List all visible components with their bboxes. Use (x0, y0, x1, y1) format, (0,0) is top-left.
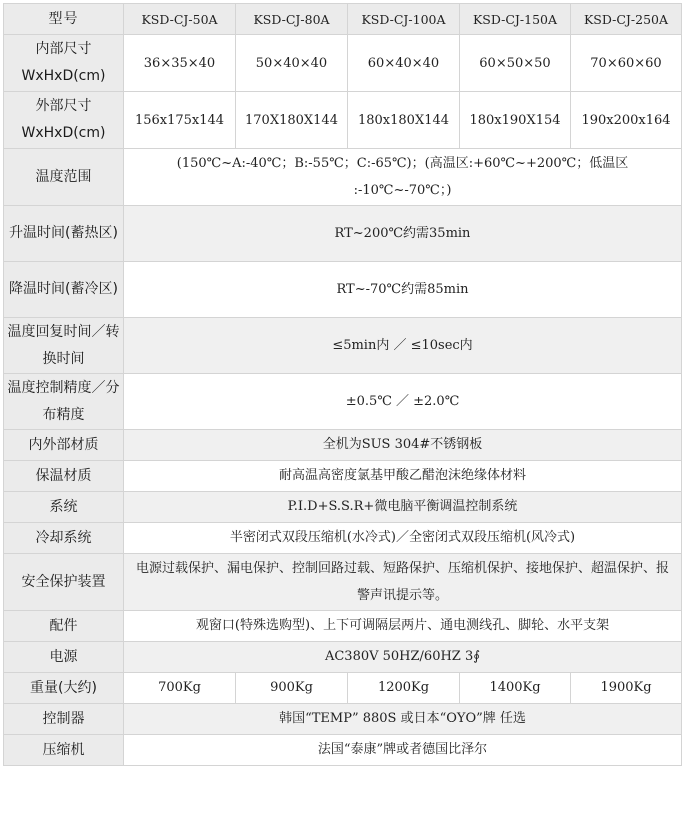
power-value: AC380V 50HZ/60HZ 3∮ (124, 642, 682, 673)
model-cell: KSD-CJ-50A (124, 4, 236, 35)
model-cell: KSD-CJ-150A (460, 4, 571, 35)
outer-size-value: 190x200x164 (571, 92, 682, 149)
system-label: 系统 (4, 492, 124, 523)
outer-size-row (4, 92, 682, 149)
outer-size-value: 180x180X144 (348, 92, 460, 149)
recovery-value: ≤5min内 ／ ≤10sec内 (124, 318, 682, 374)
power-label: 电源 (4, 642, 124, 673)
cooling-value: 半密闭式双段压缩机(水冷式)／全密闭式双段压缩机(风冷式) (124, 523, 682, 554)
inner-size-value: 60×40×40 (348, 35, 460, 92)
inner-size-value: 60×50×50 (460, 35, 571, 92)
temp-range-row (4, 149, 682, 206)
power-row (4, 642, 682, 673)
inner-size-value: 70×60×60 (571, 35, 682, 92)
compressor-row (4, 735, 682, 766)
controller-value: 韩国“TEMP” 880S 或日本“OYO”牌 任选 (124, 704, 682, 735)
material-label: 内外部材质 (4, 430, 124, 461)
safety-row (4, 554, 682, 611)
spec-table (3, 3, 682, 766)
insulation-label: 保温材质 (4, 461, 124, 492)
recovery-row (4, 318, 682, 374)
weight-value: 1200Kg (348, 673, 460, 704)
material-value: 全机为SUS 304#不锈钢板 (124, 430, 682, 461)
heat-time-label: 升温时间(蓄热区) (4, 206, 124, 262)
outer-size-value: 170X180X144 (236, 92, 348, 149)
accuracy-value: ±0.5℃ ／ ±2.0℃ (124, 374, 682, 430)
outer-size-label: 外部尺寸WxHxD(cm) (4, 92, 124, 149)
model-cell: KSD-CJ-250A (571, 4, 682, 35)
temp-range-value: (150℃~A:-40℃；B:-55℃；C:-65℃)；(高温区:+60℃~+200℃；低温区 :-10℃~-70℃；) (124, 149, 682, 206)
weight-value: 1900Kg (571, 673, 682, 704)
accessories-row (4, 611, 682, 642)
cool-time-value: RT~-70℃约需85min (124, 262, 682, 318)
accuracy-label: 温度控制精度／分布精度 (4, 374, 124, 430)
inner-size-label: 内部尺寸WxHxD(cm) (4, 35, 124, 92)
heat-time-row (4, 206, 682, 262)
accuracy-row (4, 374, 682, 430)
weight-value: 900Kg (236, 673, 348, 704)
model-label: 型号 (4, 4, 124, 35)
inner-size-row (4, 35, 682, 92)
compressor-value: 法国“泰康”牌或者德国比泽尔 (124, 735, 682, 766)
controller-row (4, 704, 682, 735)
heat-time-value: RT~200℃约需35min (124, 206, 682, 262)
inner-size-value: 36×35×40 (124, 35, 236, 92)
outer-size-value: 180x190X154 (460, 92, 571, 149)
header-row (4, 4, 682, 35)
insulation-value: 耐高温高密度氯基甲酸乙醋泡沫绝缘体材料 (124, 461, 682, 492)
weight-value: 700Kg (124, 673, 236, 704)
system-row (4, 492, 682, 523)
outer-size-value: 156x175x144 (124, 92, 236, 149)
weight-value: 1400Kg (460, 673, 571, 704)
system-value: P.I.D+S.S.R+微电脑平衡调温控制系统 (124, 492, 682, 523)
cooling-label: 冷却系统 (4, 523, 124, 554)
model-cell: KSD-CJ-100A (348, 4, 460, 35)
model-cell: KSD-CJ-80A (236, 4, 348, 35)
inner-size-value: 50×40×40 (236, 35, 348, 92)
safety-label: 安全保护装置 (4, 554, 124, 611)
material-row (4, 430, 682, 461)
compressor-label: 压缩机 (4, 735, 124, 766)
weight-row (4, 673, 682, 704)
cool-time-label: 降温时间(蓄冷区) (4, 262, 124, 318)
safety-value: 电源过载保护、漏电保护、控制回路过载、短路保护、压缩机保护、接地保护、超温保护、报警声讯提示等。 (124, 554, 682, 611)
weight-label: 重量(大约) (4, 673, 124, 704)
accessories-value: 观窗口(特殊选购型)、上下可调隔层两片、通电测线孔、脚轮、水平支架 (124, 611, 682, 642)
recovery-label: 温度回复时间／转换时间 (4, 318, 124, 374)
accessories-label: 配件 (4, 611, 124, 642)
controller-label: 控制器 (4, 704, 124, 735)
cool-time-row (4, 262, 682, 318)
cooling-row (4, 523, 682, 554)
temp-range-label: 温度范围 (4, 149, 124, 206)
insulation-row (4, 461, 682, 492)
